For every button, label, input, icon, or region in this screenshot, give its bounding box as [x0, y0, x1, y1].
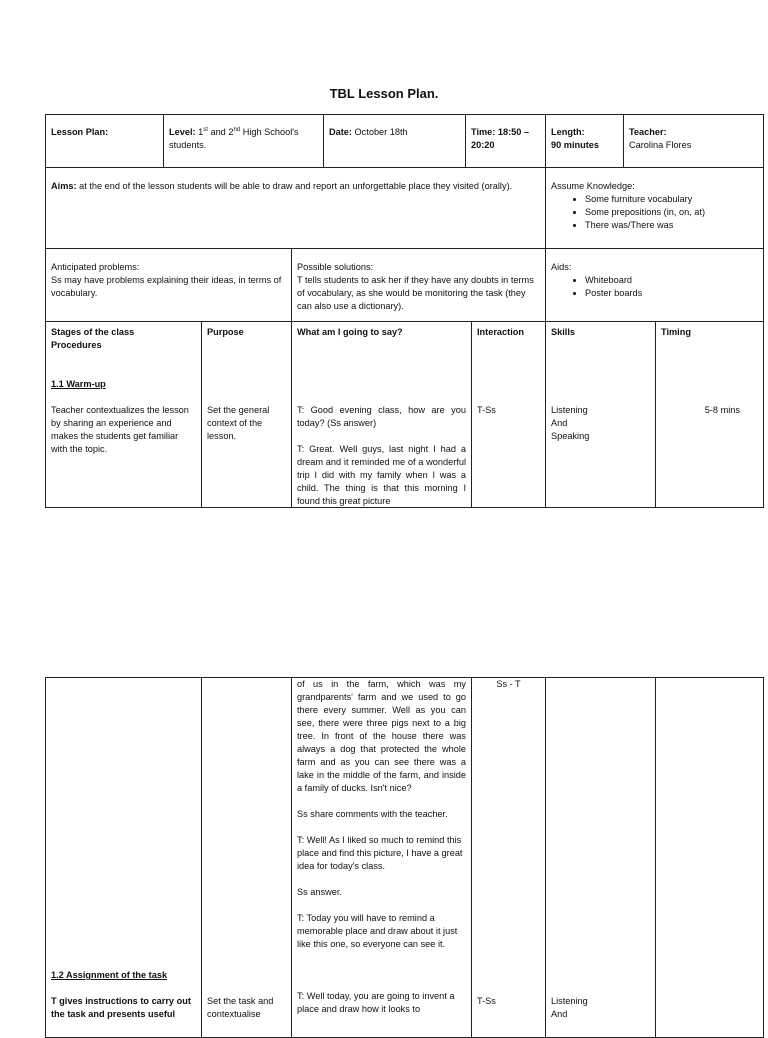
time-cell: Time: 18:50 – 20:20: [466, 115, 546, 168]
aims-cell: Aims: at the end of the lesson students will be able to draw and report an unforgettable place they visited (orally).: [46, 168, 546, 249]
interaction-cell: Ss - T T-Ss: [472, 678, 546, 1038]
skills-cell: Listening And: [546, 678, 656, 1038]
purpose-cell: Purpose Set the general context of the lesson.: [202, 322, 292, 508]
teacher-speech-cell: of us in the farm, which was my grandparents' farm and we used to go there every summer. Well as you can see, there were three pigs next to a big tree. In front of the house there was always a dog that protected the whole farm and as you can see there was a lake in the middle of the farm, and inside a family of ducks. Isn't nice? Ss share comments with the teacher. T: Well! As I liked so much to remind this place and find this picture, I have a great idea for today's class. Ss answer. T: Today you will have to remind a memorable place and draw about it just like this one, so everyone can see it. T: Well today, you are going to invent a place and draw how it looks to: [292, 678, 472, 1038]
warmup-heading: 1.1 Warm-up: [51, 379, 106, 389]
assignment-heading: 1.2 Assignment of the task: [51, 970, 168, 980]
procedures-cell: 1.2 Assignment of the task T gives instructions to carry out the task and presents useful: [46, 678, 202, 1038]
level-cell: Level: 1st and 2nd High School's students.: [164, 115, 324, 168]
anticipated-problems-cell: Anticipated problems: Ss may have problems explaining their ideas, in terms of vocabulary.: [46, 249, 292, 322]
timing-cell: [656, 678, 764, 1038]
knowledge-list: [551, 193, 758, 232]
knowledge-item: • Some furniture vocabulary: [585, 193, 758, 206]
skills-cell: Skills Listening And Speaking: [546, 322, 656, 508]
aids-item: • Whiteboard: [585, 274, 758, 287]
lesson-plan-label-cell: Lesson Plan:: [46, 115, 164, 168]
possible-solutions-cell: Possible solutions: T tells students to ask her if they have any doubts in terms of vocabulary, as she would be monitoring the task (they can also use a dictionary).: [292, 249, 546, 322]
page-title: TBL Lesson Plan.: [329, 86, 439, 101]
aids-list: [551, 274, 758, 300]
knowledge-item: • There was/There was: [585, 219, 758, 232]
aids-cell: Aids: • Whiteboard • Poster boards: [546, 249, 764, 322]
aids-item: • Poster boards: [585, 287, 758, 300]
date-cell: Date: October 18th: [324, 115, 466, 168]
length-cell: Length: 90 minutes: [546, 115, 624, 168]
interaction-cell: Interaction T-Ss: [472, 322, 546, 508]
lesson-plan-table: [45, 114, 764, 508]
teacher-cell: Teacher: Carolina Flores: [624, 115, 764, 168]
purpose-cell: Set the task and contextualise: [202, 678, 292, 1038]
knowledge-item: • Some prepositions (in, on, at): [585, 206, 758, 219]
assumed-knowledge-cell: Assume Knowledge: • Some furniture vocabulary • Some prepositions (in, on, at) • There was/There was: [546, 168, 764, 249]
teacher-speech-cell: What am I going to say? T: Good evening class, how are you today? (Ss answer) T: Great. Well guys, last night I had a dream and it reminded me of a wonderful trip I did with my family when I was a child. The thing is that this morning I found this great picture: [292, 322, 472, 508]
timing-cell: Timing 5-8 mins: [656, 322, 764, 508]
procedures-cell: Stages of the class Procedures 1.1 Warm-up Teacher contextualizes the lesson by sharing an experience and makes the students get familiar with the topic.: [46, 322, 202, 508]
lesson-plan-table-continued: [45, 677, 764, 1038]
